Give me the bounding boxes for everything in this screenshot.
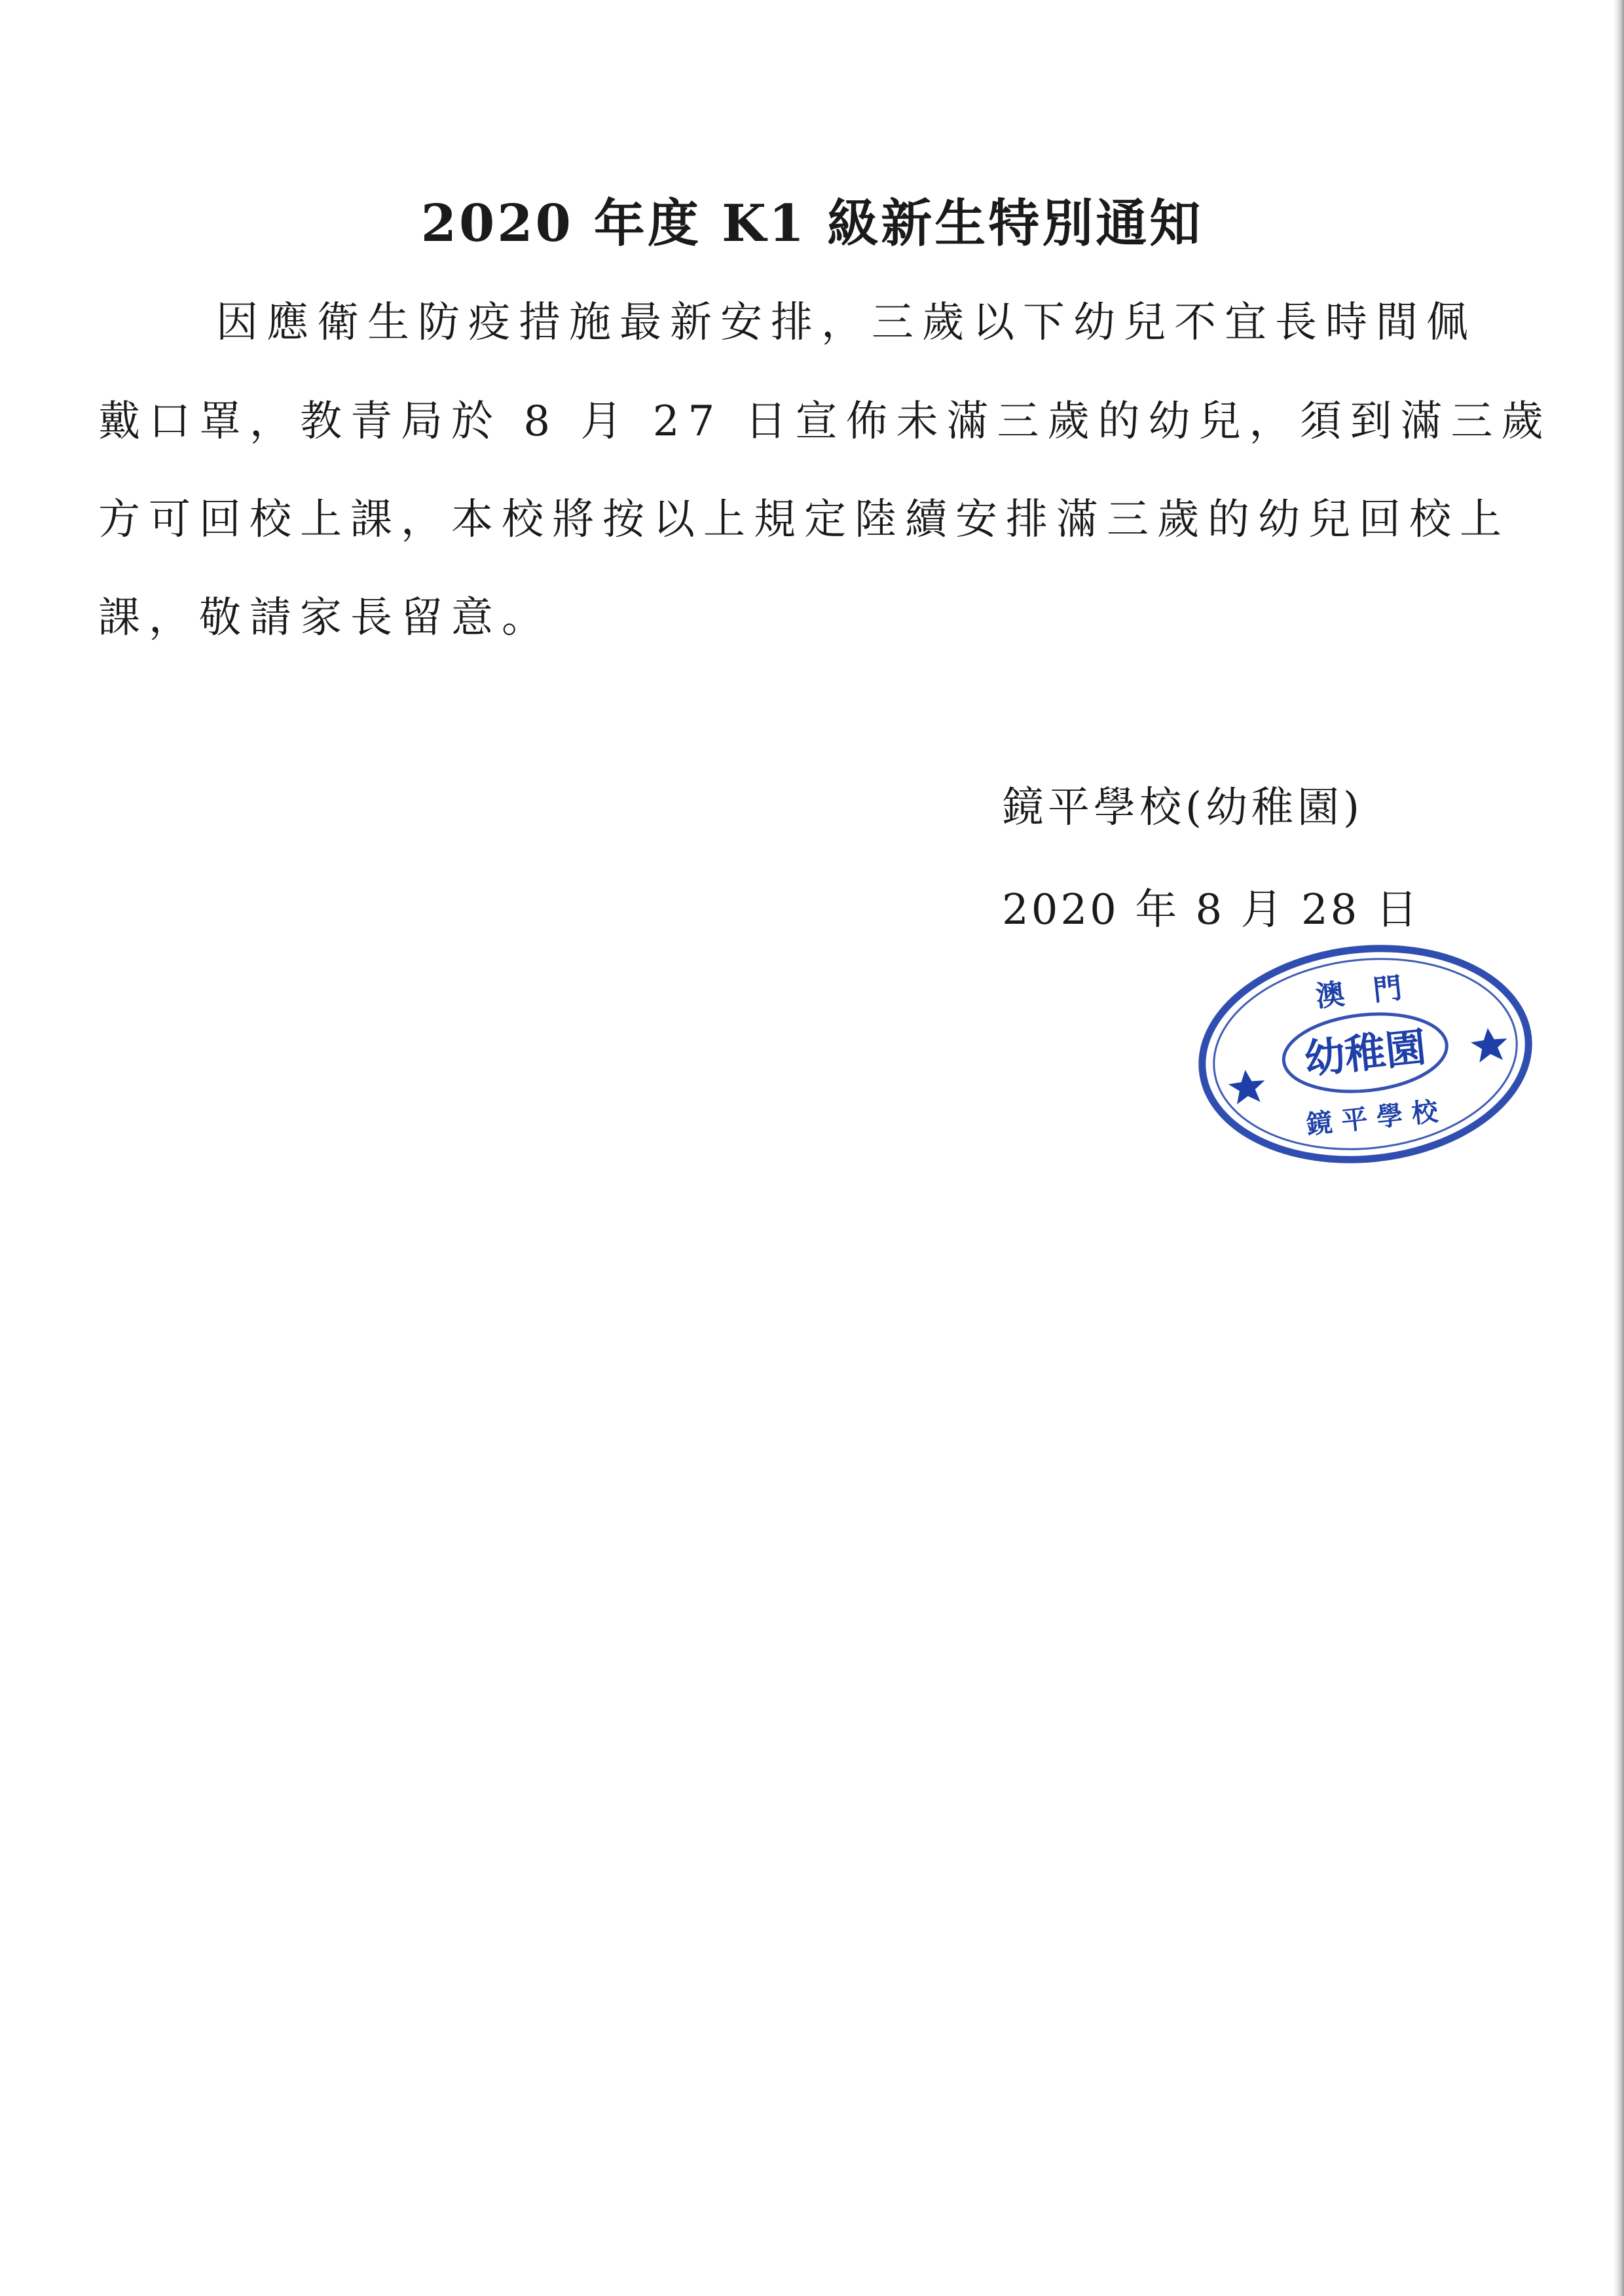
document-title: 2020 年度 K1 級新生特別通知 [420, 194, 1204, 253]
scan-edge-shadow [1614, 0, 1624, 2296]
seal-graphic [1192, 936, 1539, 1172]
paragraph-line-2: 戴口罩，教青局於 8 月 27 日宣佈未滿三歲的幼兒，須到滿三歲 [98, 397, 1552, 446]
signature-school: 鏡平學校(幼稚園) [1002, 784, 1363, 832]
left-star-icon [1227, 1068, 1267, 1105]
stamp-top-text: 澳 門 [1314, 971, 1404, 1014]
paragraph-line-4: 課，敬請家長留意。 [98, 594, 552, 642]
paragraph-line-1: 因應衛生防疫措施最新安排，三歲以下幼兒不宜長時間佩 [216, 299, 1477, 347]
signature-date: 2020 年 8 月 28 日 [1002, 886, 1420, 934]
paragraph-line-3: 方可回校上課，本校將按以上規定陸續安排滿三歲的幼兒回校上 [98, 496, 1510, 544]
stamp-bottom-text: 鏡 平 學 校 [1304, 1096, 1440, 1140]
right-star-icon [1469, 1026, 1509, 1063]
stamp-center-text: 幼稚園 [1302, 1023, 1429, 1084]
school-seal-stamp [1192, 936, 1539, 1172]
